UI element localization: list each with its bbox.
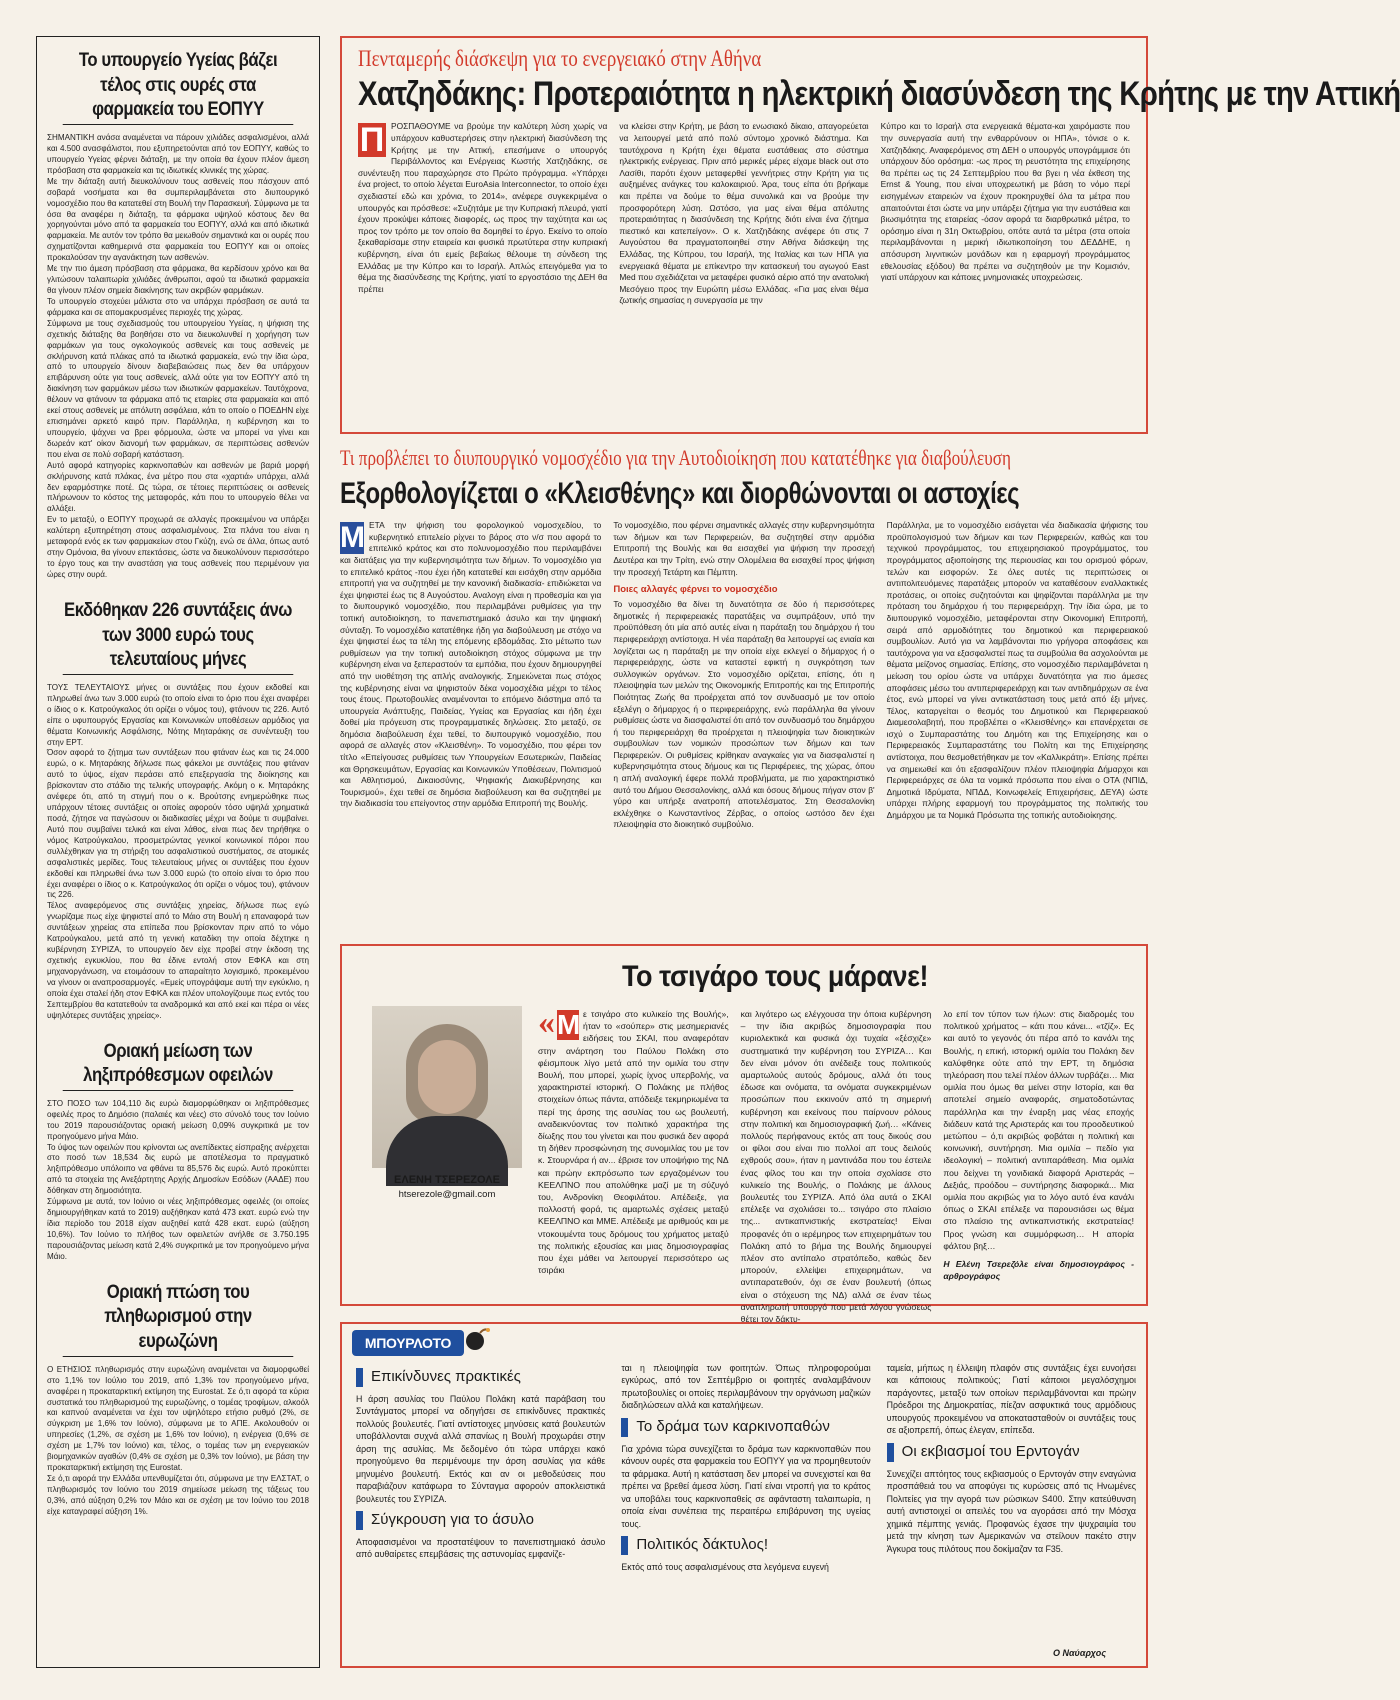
top-headline: Χατζηδάκης: Προτεραιότητα η ηλεκτρική διασύνδεση της Κρήτης με την Αττική (358, 75, 1400, 114)
left-headline-2: Εκδόθηκαν 226 συντάξεις άνω των 3000 ευρώ τους τελευταίους μήνες (63, 599, 294, 675)
bourloto-subhead: Πολιτικός δάκτυλος! (621, 1536, 870, 1555)
bourloto-subhead: Οι εκβιασμοί του Ερντογάν (887, 1443, 1136, 1462)
left-paragraph: ΤΟΥΣ ΤΕΛΕΥΤΑΙΟΥΣ μήνες οι συντάξεις που έχουν εκδοθεί και πληρωθεί άνω των 3.000 ευρώ (το οποίο είναι το όριο που έχει αναφέρει ο ίδιος ο κ. Κατρούγκαλος ότι ορίζει ο νόμος του), φτάνουν τις 226. Αυτό είπε ο υφυπουργός Εργασίας και Κοινωνικών υποθέσεων αρμόδιος για θέματα Κοινωνικής Ασφάλισης, Νότης Μηταράκης σε συνέντευξη του στην ΕΡΤ. (47, 682, 309, 747)
middle-col-3: Παράλληλα, με το νομοσχέδιο εισάγεται νέα διαδικασία ψήφισης του προϋπολογισμού των δήμων και των Περιφερειών, καθώς και του τεχνικού προγράμματος, του επιχειρησιακού προγράμματος, του προγράμματος αξιοποίησης της περιουσίας και του ορισμού φόρων, τελών και εισφορών. Σε όλες αυτές τις περιπτώσεις οι αντιπολιτευόμενες παρατάξεις μπορούν να καταθέσουν εναλλακτικές προτάσεις, οι οποίες συζητούνται και ψηφίζονται παράλληλα με την πρόταση του δημάρχου ή του περιφερειάρχη. Την ίδια ώρα, με το διυπουργικό νομοσχέδιο, μεταφέρονται στην Οικονομική Επιτροπή, σειρά από αρμοδιότητες του δημοτικού και περιφερειακού συμβουλίων. Αυτό για να λαμβάνονται πιο γρήγορα αποφάσεις και ταυτόχρονα για να εξασφαλιστεί πως τα συμβούλια θα ασχολούνται με θέματα μείζονος σημασίας. Επίσης, στο νομοσχέδιο περιλαμβάνεται η μείωση του ορίου ώστε να υπάρχει δυνατότητα για πιο άμεσες αποφάσεις μέσω του αντιπεριφερειάρχη και των αντιδημάρχων σε ένα έτος, ενώ μπορεί να γίνει αντικατάσταση τους μετά από έξι μήνες. Τέλος, καταργείται ο θεσμός του Δημοτικού και Περιφερειακού Διαμεσολαβητή, που προβλέπει ο «Κλεισθένης» και επανέρχεται σε ισχύ ο Συμπαραστάτης του Δημότη και της Επιχείρησης και ο Περιφερειακός Συμπαραστάτης του Πολίτη και της Επιχείρησης αντίστοιχα, που θεσμοθετήθηκαν με τον «Καλλικράτη». Επίσης πρέπει να σημειωθεί και ότι εξασφαλίζουν πλέον πλειοψηφία Δήμαρχοι και Περιφερειάρχες σε όλα τα νομικά πρόσωπα που είναι ο ΟΤΑ (ΝΠΙΔ, Δημοτικά Ιδρύματα, ΝΠΔΔ, Κοινωφελείς Επιχειρήσεις, ΔΕΥΑ) ώστε υπάρχει πλήρης εφαρμογή του προγράμματος της πολιτικής του Δημάρχου με τα Νομικά Πρόσωπα της τοπικής αυτοδιοίκησης. (886, 520, 1148, 821)
top-col-2: να κλείσει στην Κρήτη, με βάση το ενωσιακό δίκαιο, απαγορεύεται να λειτουργεί μετά από πολύ σύντομο χρονικό διάστημα. Και ταυτόχρονα η Κρήτη έχει θέματα ευστάθειας στο σύστημα ηλεκτρικής ενέργειας. Πριν από μερικές μέρες είχαμε black out στο Λασίθι, παρότι έχουν μεταφερθεί γεννήτριες στην Κρήτη για τις αυξημένες ανάγκες του καλοκαιριού. Άρα, τους είπα ότι βρήκαμε και πρέπει να δούμε το θέμα συνολικά και να βρούμε την προσφορότερη λύση. Ωστόσο, για μας είναι θέμα απόλυτης προτεραιότητας η διασύνδεση της Κρήτης διότι είναι ένα ζήτημα πιεστικό και κατεπείγον». Ο κ. Χατζηδάκης ανέφερε ότι στις 7 Αυγούστου θα πραγματοποιηθεί στην Αθήνα διάσκεψη της Ελλάδας, της Κύπρου, του Ισραήλ, της Ιταλίας και των ΗΠΑ για ενεργειακά θέματα με επίκεντρο την κατασκευή του αγωγού East Med που σχεδιάζεται να μεταφέρει φυσικό αέριο από την ανατολική Μεσόγειο προς την Ευρώπη μέσω Ελλάδας. «Για μας είναι θέμα ζωτικής σημασίας η συνεργασία με την (619, 121, 869, 306)
left-paragraph: Τέλος αναφερόμενος στις συντάξεις χηρείας, δήλωσε πως εγώ γνωρίζαμε πως είχε ψηφιστεί από το Μάιο στη Βουλή η επαναφορά των συντάξεων χηρείας στα επίπεδα που βρίσκονταν πριν από το νόμο Κατρούγκαλου, μετά από τη γενική καταδίκη την οποία δέχτηκε η κυβέρνηση ΣΥΡΙΖΑ, το υπουργείο δεν είχε προβεί στην έκδοση της σχετικής εγκυκλίου, που θα έδινε εντολή στον ΕΦΚΑ και στη μηχανοργάνωση, να ετοιμάσουν το απαραίτητο λογισμικό, προκειμένου να γίνουν οι αναπροσαρμογές. «Εμείς υπογράψαμε αυτή την εγκύκλιο, η οποία έχει σταλεί ήδη στον ΕΦΚΑ και πλέον υπολογίζουμε πως εντός του Σεπτεμβρίου θα κατατεθούν τα αναδρομικά και από εκεί και πέρα οι νέες υψηλότερες συντάξεις χηρείας». (47, 901, 309, 1020)
middle-col-2b: Το νομοσχέδιο θα δίνει τη δυνατότητα σε δύο ή περισσότερες δημοτικές ή περιφερειακές παρατάξεις να συμπράξουν, υπό την προϋπόθεση ότι μία από αυτές είναι η παράταξη του δημάρχου ή του περιφερειάρχη αντίστοιχα. Η νέα παράταξη θα λειτουργεί ως ενιαία και λογίζεται ως η παράταξη με την οποία είχε εκλεγεί ο δήμαρχος ή ο περιφερειάρχης, ώστε να καταστεί εφικτή η συγκρότηση των συλλογικών οργάνων. Στο νομοσχέδιο ορίζεται, επίσης, ότι η πλειοψηφία των μελών της Οικονομικής Επιτροπής και της Επιτροπής Ποιότητας Ζωής θα προέρχεται από τον συνδυασμό με τον οποίο εξελέγη ο δήμαρχος ή ο περιφερειάρχης, ενώ παράλληλα θα γίνουν ρυθμίσεις ώστε να διασφαλιστεί ότι από τον συνδυασμό του δημάρχου ή του περιφερειάρχη θα προέρχεται η πλειοψηφία των διοικητικών συμβουλίων των νομικών προσώπων των δήμων και των Περιφερειών. Οι ρυθμίσεις κρίθηκαν αναγκαίες για να διασφαλιστεί η κυβερνησιμότητα στους δήμους και τις Περιφέρειες, της χώρας, όπου η απλή αναλογική έφερε πολλά προβλήματα, με πιο χαρακτηριστικό αυτό του Δήμου Θεσσαλονίκης, αλλά και όσους δήμους πήγαν στον β' γύρο και υπήρξε ανατροπή αποτελέσματος. Στη Θεσσαλονίκη εκλέχθηκε ο Κωνσταντίνος Ζέρβας, ο οποίος ωστόσο δεν έχει πλειοψηφία στο διοικητικό συμβούλιο. (613, 599, 875, 830)
bourloto-badge: ΜΠΟΥΡΛΟΤΟ (352, 1330, 464, 1356)
left-headline-1: Το υπουργείο Υγείας βάζει τέλος στις ουρές στα φαρμακεία του ΕΟΠΥΥ (63, 49, 294, 125)
opinion-col-3: λο επί τον τύπον των ήλων: στις διαδρομές του πολιτικού χρήματος – κάτι που κάνει... «τζίζ». Ες και αυτό το γεγονός ότι πέρα από το κανάλι της Βουλής, η επική, ιστορική ομιλία του Πολάκη δεν καλύφθηκε ούτε από την ΕΡΤ, τη δημόσια τηλεόραση που τελεί πλέον άλλων τυρβάζει… Μια ομιλία που όμως θα μείνει στην Ιστορία, και θα αποτελεί σημείο αναφοράς, σηματοδοτώντας παράλληλα και την έναρξη μας νέας εποχής διάδευν κατά της Αριστεράς και του προοδευτικού μετώπου – ό,τι ακριβώς φοβάται η πολιτική και κοινωνική, συντήρηση. Μια ομιλία – πεδίο για ιδεολογική – πολιτική αντιπαράθεση. Μια ομιλία που δείχνει τη γονιδιακά διαφορά Αριστεράς – Δεξιάς, προόδου – συντήρησης διαφορικά... Μια ομιλία που ακριβώς για το λόγο αυτό ένα κανάλι όπως ο ΣΚΑΙ επέλεξε να παρουσιάσει ως θέμα στο πλαίσιο της αντικαπνιστικής εκστρατείας! Προς γνώση και συμμόρφωση… Η απορία φάλτου βηξ… (943, 1009, 1135, 1251)
opinion-col-2: και λιγότερο ως ελέγχουσα την όποια κυβέρνηση – την ίδια ακριβώς δημοσιογραφία που κυριολεκτικά και φυσικά όχι τυχαία «ξέσχιζε» συστηματικά την κυβέρνηση του ΣΥΡΙΖΑ… Και δεν είναι μόνον ότι ανέδειξε τους πολιτικούς αμαρτωλούς αυτούς δρόμους, αλλά ότι τους έδωσε και ονόματα, τα ονόματα συγκεκριμένων προσώπων που εκκινούν από τη σημερινή κυβέρνηση και εκείνους που παίρνουν ρόλους στην πολιτική και δημοσιογραφική ζωή… «Κάνεις πολλούς περήφανους εκτός απ τους δικούς σου οι φίλοι σου είναι πιο πολλοί απ τους δειλούς εχθρούς σου», ήταν η μαντινάδα που του έστειλε ένας φίλος του και την οποία σχολίασε στο κυλικείο της Βουλής, ο Πολάκης με άλλους βουλευτές του ΣΥΡΙΖΑ. Από όλα αυτά ο ΣΚΑΙ επέλεξε να σχολιάσει το... τσιγάρο στο πλαίσιο της... αντικαπνιστικής εκστρατείας! Είναι προφανές ότι ο ιερέμηρος των επιχειρημάτων του Πολάκη από το βήμα της Βουλής δημιουργεί πλέον στο αντίπαλο στρατόπεδο, καθώς δεν μπορούν, ελλείψει επιχειρημάτων, να αντιπαρατεθούν, όχι σε έναν βουλευτή (όπως είναι ο στόχευση της ΝΔ) αλλά σε έναν τέως αναπληρωτή υπουργό που μετά λόγου γνώσεως θέτει τον δάκτυ- (740, 1009, 932, 1325)
opinion-article (340, 944, 1148, 1325)
top-body (358, 121, 1130, 307)
bourloto-subhead: Επικίνδυνες πρακτικές (356, 1368, 605, 1387)
bourloto-paragraph: Εκτός από τους ασφαλισμένους στα λεγόμενα ευγενή (621, 1561, 829, 1572)
left-paragraph: Σε ό,τι αφορά την Ελλάδα υπενθυμίζεται ότι, σύμφωνα με την ΕΛΣΤΑΤ, ο πληθωρισμός τον Ιούνιο του 2019 σημείωσε μείωση της τάξεως του 0,3%, από αύξηση 0,2% τον Μάιο και σε σχέση με τον Ιούνιο του 2018 είχε καταγραφεί αύξηση 1%. (47, 1473, 309, 1516)
left-paragraph: Το υπουργείο στοχεύει μάλιστα στο να υπάρχει πρόσβαση σε αυτά τα φάρμακα και σε απομακρυσμένες περιοχές της χώρας. (47, 296, 309, 317)
left-paragraph: Το ύψος των οφειλών που κρίνονται ως ανεπίδεκτες είσπραξης ανέρχεται στο ποσό των 18,534 δις ευρώ με αποτέλεσμα το πραγματικό ληξιπρόθεσμο υπόλοιπο να φθάνει τα 85,576 δις ευρώ. Αυτό προκύπτει από τα στοιχεία της Ανεξάρτητης Αρχής Δημοσίων Εσόδων (ΑΑΔΕ) που δόθηκαν στη δημοσιότητα. (47, 1142, 309, 1196)
left-paragraph: Με την πιο άμεση πρόσβαση στα φάρμακα, θα κερδίσουν χρόνο και θα γλιτώσουν ταλαιπωρία χιλιάδες άνθρωποι, αφού τα ιδιωτικά φαρμακεία θα γίνουν πλέον σημεία διακίνησης των ακριβών φαρμάκων. (47, 264, 309, 295)
opinion-headline: Το τσιγάρο τους μάρανε! (622, 960, 929, 993)
left-paragraph: Αυτό αφορά κατηγορίες καρκινοπαθών και ασθενών με βαριά μορφή σκλήρυνσης κατά πλάκας, ένα μέτρο που στα «χαρτιά» υπάρχει, αλλά δεν εφαρμόστηκε ποτέ. Ως τώρα, σε τέτοιες περιπτώσεις οι ασθενείς πλήρωνουν το κόστος της μεταφοράς, κάτι που το υπουργείο θέλει να αλλάξει. (47, 460, 309, 514)
opinion-col-1: « Μ ε τσιγάρο στο κυλικείο της Βουλής», ήταν το «σούπερ» στις μεσημεριανές ειδήσεις του ΣΚΑΙ, που αναφερόταν στην ανάρτηση του Παύλου Πολάκη στο φέισμπουκ λίγο μετά από την ομιλία του στην Βουλή, που μπορεί, χωρίς ίχνος υπερβολής, να χαρακτηριστεί ιστορική. Ο Πολάκης με πλήθος στοιχείων όπως πάντα, απόδειξε τεκμηριωμένα τα περί της άρσης της ασυλίας του ως βουλευτή, αναδεικνύοντας τον πολιτικό χαρακτήρα της δίωξης που του γίνεται και που φυσικά δεν αφορά τη δήθεν προσφώνηση της συνομιλίας του με τον κ. Στουρνάρα ή αν... έβρισε τον υποψήφιο της ΝΔ και πρώην εκπρόσωπο των εργαζομένων του ΚΕΕΛΠΝΟ που απολύθηκε μαζί με τη σύζυγό του, Ανδρονίκη Θεοφιλάτου. Απέδειξε, για πολλοστή φορά, τις αμαρτωλές σχέσεις μεταξύ ΚΕΕΛΠΝΟ και ΜΜΕ. Απέδειξε με αριθμούς και με ντοκουμέντα τους δρόμους του χρήματος μεταξύ της πολιτικής εξουσίας και μιας δημοσιογραφίας που έχει μάθει να λειτουργεί περισσότερο ως τσιράκι (538, 1004, 729, 1276)
bourloto-signature: Ο Ναύαρχος (1052, 1648, 1106, 1658)
middle-dropcap: Μ (340, 521, 365, 555)
bourloto-paragraph: ταμεία, μήπως η έλλειψη πλαφόν στις συντάξεις έχει ευνοήσει και κάποιους πολιτικούς; Γιατί κάποιοι μεγαλόσχημοι παράγοντες, μεταξύ των οποίων περιλαμβάνονται και πρώην Πρόεδροι της Δημοκρατίας, πίεζαν ασφυκτικά τους αρμόδιους υπουργούς προκειμένου να αποκατασταθούν οι συντάξεις τους σε αξιοπρεπή, όπως έλεγαν, επίπεδα. (886, 1363, 1136, 1436)
left-headline-3: Οριακή μείωση των ληξιπρόθεσμων οφειλών (63, 1040, 294, 1091)
bourloto-subhead: Σύγκρουση για το άσυλο (356, 1511, 605, 1530)
bourloto-paragraph: Αποφασισμένοι να προστατέψουν το πανεπιστημιακό άσυλο από αυθαίρετες επεμβάσεις της αστυνομίας εμφανίζε- (356, 1536, 606, 1560)
middle-headline: Εξορθολογίζεται ο «Κλεισθένης» και διορθώνονται οι αστοχίες (340, 477, 1020, 511)
middle-col-1: Μ ΕΤΑ την ψήφιση του φορολογικού νομοσχεδίου, το κυβερνητικό επιτελείο ρίχνει το βάρος στο ν/σ που αφορά το επιτελικό κράτος και στο πολυνομοσχέδιο που περιλαμβάνει και διατάξεις για την κυβερνησιμότητα των δήμων. Το νομοσχέδιο για το επιτελικό κράτος -που έχει ήδη κατατεθεί και εισάχθη στην αρμόδια επιτροπή για να συζητηθεί με την κανονική διαδικασία- επιδιώκεται να έχει ψηφιστεί έως τις 8 Αυγούστου. Αναλογη είναι η προθεσμία και για το διυπουργικό νομοσχέδιο, που περιλαμβάνει ρυθμίσεις για την τοπική αυτοδιοίκηση, το πανεπιστημιακό άσυλο και την ψηφιακή σύνταξη. Το νομοσχέδιο κατατέθηκε ήδη για διαβούλευση με στόχο να έχει ψηφιστεί έως τα τέλη της επόμενης εβδομάδας. Στο μέτωπο των ρυθμίσεων για την τοπική αυτοδιοίκηση στόχος σύμφωνα με την κυβέρνηση είναι να ξεπεραστούν τα εμπόδια, που έχουν δημιουργηθεί από την υιοθέτηση της απλής αναλογικής. Σημειώνεται πως στόχος της κυβέρνησης είναι να ψηφιστούν δέκα νομοσχέδια μέχρι το τέλος τους έτους. Πρωτοβουλίες αναμένονται το επόμενο διάστημα από τα υπουργεία Ανάπτυξης, Παιδείας, Υγείας και Εργασίας και ήδη έχει δοθεί μία πρόγευση στις προγραμματικές δηλώσεις. Στο μεταξύ, σε δημόσια διαβούλευση έχει τεθεί, το διυπουργικό νομοσχέδιο, που αφορά σε αλλαγές στον «Κλεισθένη». Το νομοσχέδιο, που φέρει τον τίτλο «Επείγουσες ρυθμίσεις των Υπουργείων Εσωτερικών, Παιδείας και Θρησκευμάτων, Εργασίας και Κοινωνικών Υποθέσεων, Πολιτισμού και Αθλητισμού, Δικαιοσύνης, Ψηφιακής Διακυβέρνησης και Τουρισμού», έχει τεθεί σε δημόσια διαβούλευση και θα συζητηθεί με την διαδικασία του επείγοντος στην αρμόδια Επιτροπή της Βουλής. (340, 520, 602, 809)
left-paragraph: Σύμφωνα με τους σχεδιασμούς του υπουργείου Υγείας, η ψήφιση της σχετικής διάταξης θα βοηθήσει στο να διευκολυνθεί η χορήγηση των φαρμάκων για τους ογκολογικούς ασθενείς και τους ασθενείς με σκλήρυνση κατά πλάκας από τα ιδιωτικά φαρμακεία, ενώ την ίδια ώρα, από το υπουργείο δίνουν διαβεβαιώσεις πως δεν θα υπάρχουν επιβάρυνση ούτε για τους ασθενείς, αλλά ούτε για τον ΕΟΠΥΥ από τη διακίνηση των φαρμάκων μέσω των ιδιωτικών φαρμακείων. Ταυτόχρονα, θέλουν να φτάνουν τα φάρμακα από τις εταιρίες στα φαρμακεία και από εκεί στους ασθενείς με απόλυτη ασφάλεια, κάτι το οποίο ο ΠΟΕΔΗΝ είχε επισημάνει αρκετό καιρό πριν. Παράλληλα, η κυβέρνηση και το υπουργείο, ψάχνει να βρει φόρμουλα, ώστε να μπορεί να γίνει και δωρεάν κατ' οίκον διανομή των φαρμάκων, σε περιπτώσεις ασθενών που είναι σε πολύ σοβαρή κατάσταση. (47, 318, 309, 459)
top-article (340, 36, 1400, 434)
left-headline-4: Οριακή πτώση του πληθωρισμού στην ευρωζώνη (63, 1281, 294, 1357)
middle-article (340, 446, 1148, 936)
middle-kicker: Τι προβλέπει το διυπουργικό νομοσχέδιο για την Αυτοδιοίκηση που κατατέθηκε για διαβούλευση (340, 445, 1011, 470)
bourloto-paragraph: ται η πλειοψηφία των φοιτητών. Όπως πληροφορούμαι εγκύρως, από τον Σεπτέμβριο οι φοιτητές αναλαμβάνουν πρωτοβουλίες οι οποίες περιλαμβάνουν την οργάνωση μαζικών διαδηλώσεων αλλά και καταλήψεων. (621, 1363, 871, 1411)
middle-col-2a: Το νομοσχέδιο, που φέρνει σημαντικές αλλαγές στην κυβερνησιμότητα των δήμων και των Περιφερειών, θα συζητηθεί στην αρμόδια Επιτροπή της Βουλής και θα εισαχθεί για ψήφιση την προσεχή Δευτέρα και την Τρίτη, ενώ στην Ολομέλεια θα εισαχθεί προς ψήφιση την προσεχή Τετάρτη και Πέμπτη. (613, 520, 875, 577)
opinion-signature: Η Ελένη Τσερεζόλε είναι δημοσιογράφος - αρθρογράφος (943, 1259, 1135, 1282)
bourloto-body (356, 1362, 1136, 1662)
bourloto-paragraph: Συνεχίζει απτόητος τους εκβιασμούς ο Ερντογάν στην εναγώνια προσπάθειά του να αποφύγει τις κυρώσεις από τις Ηνωμένες Πολιτείες για την αγορά των ρώσικων S400. Στην κατεύθυνση αυτή αντιστοιχεί οι απειλές του να αγοράσει από την Μόσχα χημικά πέμπτης γενιάς. Προφανώς έχασε την ψυχραιμία του μετά την κίνηση των Αμερικανών να στείλουν πακέτο στην Άγκυρα τους πιλότους που δοκίμαζαν τα F35. (886, 1468, 1136, 1554)
opinion-body (538, 1004, 1135, 1325)
bourloto-box (340, 1322, 1148, 1668)
top-kicker: Πενταμερής διάσκεψη για το ενεργειακό στην Αθήνα (358, 46, 762, 71)
author-photo (372, 1006, 522, 1168)
middle-body (340, 520, 1148, 831)
left-paragraph: ΣΗΜΑΝΤΙΚΗ ανάσα αναμένεται να πάρουν χιλιάδες ασφαλισμένοι, αλλά και 4.500 ανασφάλιστοι, που εξυπηρετούνται από τον ΕΟΠΥΥ, καθώς το υπουργείο Υγείας φέρνει διάταξη, με την οποία θα έχουν πλέον άμεση πρόσβαση στα φαρμακεία και τις ιδιωτικές κλινικές της χώρας. (47, 133, 309, 175)
top-dropcap: Π (359, 121, 385, 160)
bourloto-paragraph: Η άρση ασυλίας του Παύλου Πολάκη κατά παράβαση του Συντάγματος μπορεί να οδηγήσει σε επικίνδυνες πρακτικές πολλούς βουλευτές. Γιατί αντίστοιχες μηνύσεις κατά βουλευτών υποβάλλονται συχνά αλλά σπανίως η Βουλή προχωράει στην άρση της ασυλίας. Με δεδομένο ότι τώρα υπάρχει κακό προηγούμενο θα περιμένουμε την άρση ασυλίας για κάθε μηνυμένο βουλευτή. Εκτός και αν οι μεθοδεύσεις που παραβιάζουν κατάφωρα το Σύνταγμα αφορούν αποκλειστικά βουλευτές του ΣΥΡΙΖΑ. (356, 1393, 606, 1504)
quote-mark-icon: « (538, 1004, 555, 1041)
bomb-icon (464, 1326, 490, 1352)
left-paragraph: Με την διάταξη αυτή διευκολύνουν τους ασθενείς που πάσχουν από σοβαρά νοσήματα και θα συμπεριλαμβάνεται στο διυπουργικό νομοσχέδιο που θα κατατεθεί στη Βουλή την Παρασκευή. Σύμφωνα με τα όσα θα αναφέρει η διάταξη, τα φάρμακα υψηλού κόστους δεν θα χορηγούνται μόνο από τα φαρμακεία του ΕΟΠΥΥ, αλλά και από ιδιωτικά φαρμακεία. Με αυτόν τον τρόπο θα μειωθούν σημαντικά και οι ουρές που σχηματίζονται καθημερινά στα φαρμακεία του ΕΟΠΥΥ και οι οποίες προκαλούσαν την αγανάκτηση των ασθενών. (47, 176, 309, 263)
left-paragraph: Εν το μεταξύ, ο ΕΟΠΥΥ προχωρά σε αλλαγές προκειμένου να υπάρξει καλύτερη εξυπηρέτηση στους ασφαλισμένους. Στα πλάνα του είναι η μεταφορά ενός εκ των φαρμακείων στου Γκύζη, ενώ σε άλλα, όπως αυτό στην Ομόνοια, θα γίνουν επεκτάσεις, ώστε να διευκολύνουν περισσότερο το έργο τους και την αναστάση για τους ασθενείς που περιμένουν για ώρες στην ουρά. (47, 515, 309, 579)
top-col-1: Π ΡΟΣΠΑΘΟΥΜΕ να βρούμε την καλύτερη λύση χωρίς να υπάρχουν καθυστερήσεις στην ηλεκτρική διασύνδεση της Κρήτης με την Αττική, επεσήμανε ο υπουργός Περιβάλλοντος και Ενέργειας Κωστής Χατζηδάκης, σε συνέντευξη που παραχώρησε στο Πρώτο πρόγραμμα. «Υπάρχει ένα project, το οποίο λέγεται EuroAsia Interconnector, το οποίο έχει σχεδιαστεί εδώ και χρόνια, το 2014», ανέφερε συγκεκριμένα ο υπουργός και πρόσθεσε: «Συζητάμε με την Κυπριακή πλευρά, γιατί έχουν προκύψει κάποιες διαφορές, ως προς την ταχύτητα και ως προς τον τρόπο με τον οποίο θα δομηθεί το έργο. Εκείνο το οποίο ξεκαθαρίσαμε στην εταιρεία και φυσικά πρωτύτερα στην κυπριακή κυβέρνηση, είναι ότι εμείς βεβαίως θέλουμε τη σύνδεση της Ελλάδας με την Κύπρο και το Ισραήλ. Απλώς επειγόμεθα για το θέμα της διασύνδεσης της Κρήτης, γιατί το εργοστάσιο της ΔΕΗ θα πρέπει (358, 121, 608, 294)
left-paragraph: Σύμφωνα με αυτά, τον Ιούνιο οι νέες ληξιπρόθεσμες οφειλές (οι οποίες δημιουργήθηκαν κατά το 2019) αυξήθηκαν κατά 473 εκατ. ευρώ ενώ την ίδια περίοδο του 2018 είχαν αυξηθεί κατά 428 εκατ. ευρώ (αύξηση 10,6%). Τον Ιούνιο το πλήθος των οφειλετών ανήλθε σε 3.750.195 παρουσιάζοντας μείωση κατά 2,4% συγκριτικά με τον προηγούμενο μήνα Μάιο. (47, 1197, 309, 1261)
bourloto-subhead: Το δράμα των καρκινοπαθών (621, 1418, 870, 1437)
top-col-3: Κύπρο και το Ισραήλ στα ενεργειακά θέματα-και χαιρόμαστε που την συνεργασία αυτή την ενθαρρύνουν οι ΗΠΑ», τόνισε ο κ. Χατζηδάκης. Αναφερόμενος στη ΔΕΗ ο υπουργός υπογράμμισε ότι υπάρχουν δύο ορόσημα: -ως προς τη ρευστότητα της επιχείρησης θα πρέπει ως τις 24 Σεπτεμβρίου που θα βγει η νέα έκθεση της Ernst & Young, που είναι υποχρεωτική με βάση το νόμο περί εισηγμένων εταιρειών να έχουν προκηρυχθεί όλα τα μέτρα που απαιτούνται έτσι ώστε να μην υπάρξει ζήτημα για την ευστάθεια και βιωσιμότητα της εταιρείας -όσον αφορά τα διαρθρωτικά μέτρα, το ορόσημο είναι η 31η Οκτωβρίου, οπότε αυτά τα μέτρα (στα οποία περιλαμβάνονται η μερική ιδιωτικοποίηση του ΔΕΔΔΗΕ, η απόσυρση λιγνιτικών μονάδων και η εφαρμογή προγράμματος εθελουσίας εξόδου) θα πρέπει να συζητηθούν με την Κομισιόν, γιατί υπάρχουν και κάποιες μνημονιακές υποχρεώσεις. (880, 121, 1130, 283)
middle-subhead: Ποιες αλλαγές φέρνει το νομοσχέδιο (613, 584, 778, 596)
author-email: htserezole@gmail.com (398, 1189, 496, 1200)
left-paragraph: Ο ΕΤΗΣΙΟΣ πληθωρισμός στην ευρωζώνη αναμένεται να διαμορφωθεί στο 1,1% τον Ιούλιο του 2019, από 1,3% τον προηγούμενο μήνα, αναφέρει η προκαταρκτική εκτίμηση της Eurostat. Σε ό,τι αφορά τα κύρια συστατικά του πληθωρισμού της ευρωζώνης, ο τομέας τροφίμων, αλκοόλ και καπνού αναμένεται να έχει τον υψηλότερο ετήσιο ρυθμό (2%, σε σύγκριση με 1,6% τον Ιούνιο), σύμφωνα με το ΑΠΕ. Ακολουθούν οι υπηρεσίες (1,2%, σε σχέση με 1,6% τον Ιούνιο), η ενέργεια (0,6% σε σχέση με 1,7% τον Ιούνιο) και, τέλος, ο τομέας των μη ενεργειακών βιομηχανικών αγαθών (0,4% σε σχέση με 0,3% τον Ιούνιο), με βάση την προκαταρκτική εκτίμηση της Eurostat. (47, 1364, 309, 1473)
bourloto-paragraph: Για χρόνια τώρα συνεχίζεται το δράμα των καρκινοπαθών που κάνουν ουρές στα φαρμακεία του ΕΟΠΥΥ για να προμηθευτούν τα φάρμακα. Αυτή η κατάσταση δεν μπορεί να συνεχιστεί και θα πρέπει να βρεθεί άμεσα λύση. Γιατί είναι ντροπή για το κράτος να υποβάλει τους καρκινοπαθείς σε αφάνταστη ταλαιπωρία, η οποία είναι συνέπεια της περαιτέρω επιβάρυνση της υγείας τους. (621, 1443, 871, 1529)
left-column (36, 36, 320, 1668)
opinion-dropcap: Μ (557, 1009, 581, 1040)
left-paragraph: ΣΤΟ ΠΟΣΟ των 104,110 δις ευρώ διαμορφώθηκαν οι ληξιπρόθεσμες οφειλές προς το Δημόσιο (παλαιές και νέες) στο σύνολό τους τον Ιούνιο του 2019 παρουσιάζοντας οριακή μείωση 0,09% συγκριτικά με τον προηγούμενο μήνα Μάιο. (47, 1098, 309, 1141)
author-name: ΕΛΕΝΗ ΤΣΕΡΕΖΟΛΕ (394, 1174, 500, 1186)
left-paragraph: Όσον αφορά το ζήτημα των συντάξεων που φτάναν έως και τις 24.000 ευρώ, ο κ. Μηταράκης δήλωσε πως φάκελοι με συντάξεις που φτάναν αυτό το ύψος, είχαν περάσει από επεξεργασία της διοίκησης και βρίσκονταν στο στάδιο της τελικής υπογραφής. Ακόμη ο κ. Μηταράκης ανέφερε ότι, από τη στιγμή που ο κ. Βρούτσης ενημερώθηκε πως υπάρχουν τέτοιες συντάξεις οι οποίες αφορούν τόσο υψηλά χρηματικά ποσά, ζήτησε να παγώσουν οι διαδικασίες μέχρι να δούμε τι συμβαίνει. Αυτό που συμβαίνει τελικά και είναι λάθος, είναι πως δεν τηρήθηκε ο νόμος Κατρούγκαλου, προσμετρώντας γενικοί κοινωνικοί πόροι που συλλέχθηκαν για τη στήριξη του ασφαλιστικού συστήματος, σε ατομικές ασφαλιστικές μερίδες. Τους τελευταίους μήνες οι συντάξεις που έχουν εκδοθεί και πληρωθεί άνω των 3.000 ευρώ (το οποίο είναι το όριο που έχει αναφέρει ο ίδιος ο κ. Κατρούγκαλος ότι ορίζει ο νόμος του), φτάνουν τις 226. (47, 748, 309, 900)
